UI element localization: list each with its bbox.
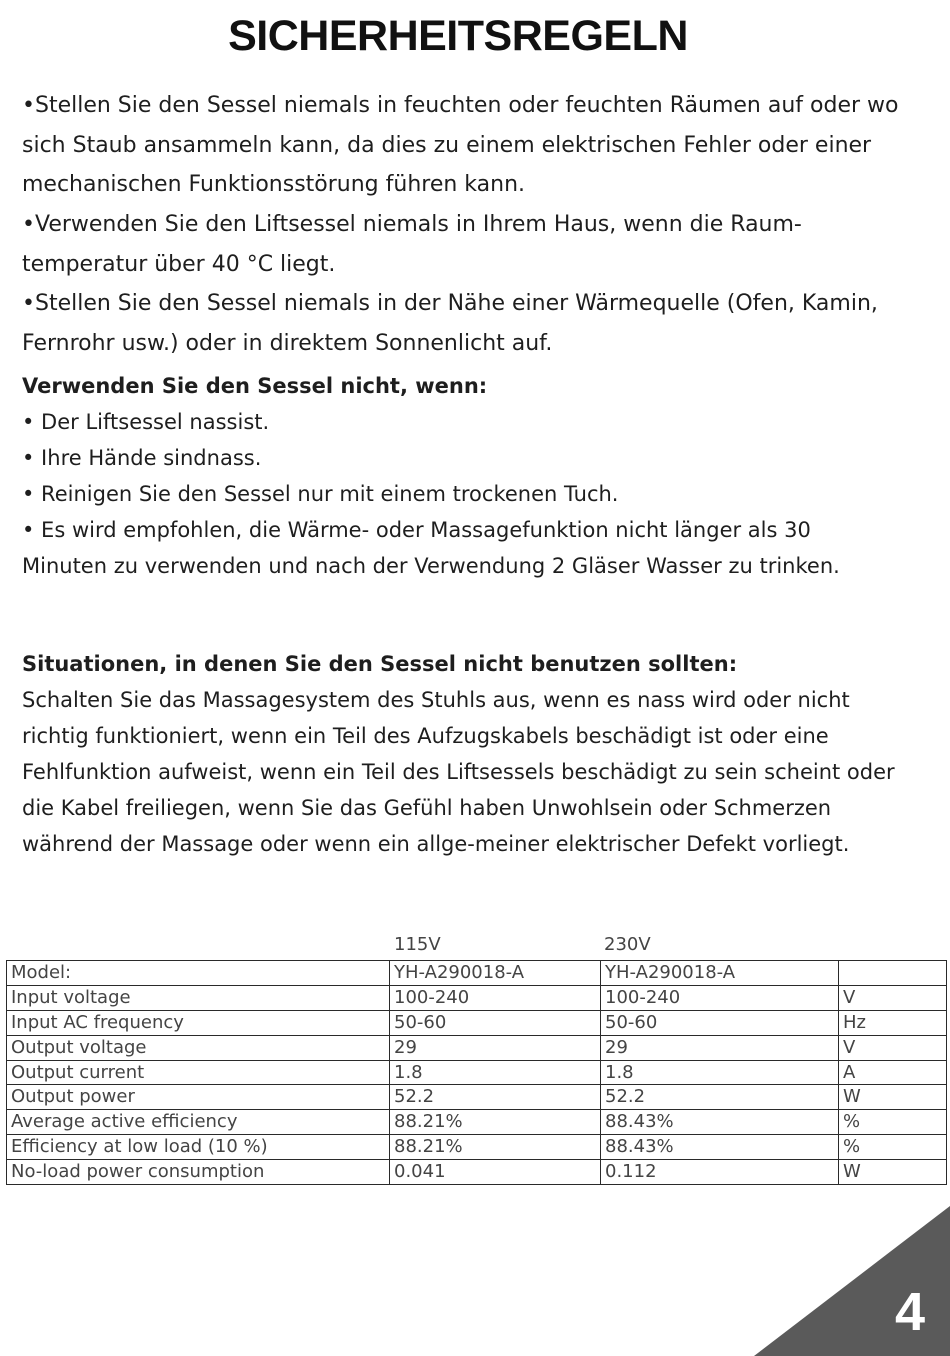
spec-row <box>7 1010 947 1035</box>
not-use-item: • Es wird empfohlen, die Wärme- oder Massagefunktion nicht länger als 30 Minuten zu verwenden und nach der Verwendung 2 Gläser Wasser zu trinken. <box>22 518 840 578</box>
spec-value-115v: 100-240 <box>390 985 601 1010</box>
safety-paragraph-3: •Stellen Sie den Sessel niemals in der Nähe einer Wärmequelle (Ofen, Kamin, Fernrohr usw.) oder in direktem Sonnenlicht auf. <box>22 291 878 356</box>
situations-text: Schalten Sie das Massagesystem des Stuhls aus, wenn es nass wird oder nicht richtig funktioniert, wenn ein Teil des Aufzugskabels beschädigt ist oder eine Fehlfunktion aufweist, wenn ein Teil des Liftsessels beschädigt zu sein scheint oder die Kabel freiliegen, wenn Sie das Gefühl haben Unwohlsein oder Schmerzen während der Massage oder wenn ein allge-meiner elektrischer Defekt vorliegt. <box>22 688 895 856</box>
spec-value-115v: 1.8 <box>390 1060 601 1085</box>
spec-value-230v: 88.43% <box>601 1135 839 1160</box>
spec-row <box>7 961 947 986</box>
spec-label: No-load power consumption <box>7 1160 390 1185</box>
spec-label: Output voltage <box>7 1035 390 1060</box>
spec-value-115v: 29 <box>390 1035 601 1060</box>
spec-label: Model: <box>7 961 390 986</box>
spec-row <box>7 1160 947 1185</box>
column-header-230v: 230V <box>604 934 651 955</box>
spec-value-115v: YH-A290018-A <box>390 961 601 986</box>
spec-value-115v: 88.21% <box>390 1135 601 1160</box>
spec-value-230v: YH-A290018-A <box>601 961 839 986</box>
spec-table-body <box>7 961 947 1185</box>
spec-label: Output current <box>7 1060 390 1085</box>
page-corner-triangle <box>740 1200 950 1356</box>
page-number: 4 <box>894 1282 926 1342</box>
spec-value-230v: 50-60 <box>601 1010 839 1035</box>
safety-paragraph-2: •Verwenden Sie den Liftsessel niemals in Ihrem Haus, wenn die Raum-temperatur über 40 °C liegt. <box>22 212 802 277</box>
spec-unit: Hz <box>839 1010 947 1035</box>
spec-unit: W <box>839 1085 947 1110</box>
spec-row <box>7 985 947 1010</box>
spec-row <box>7 1110 947 1135</box>
situations-heading: Situationen, in denen Sie den Sessel nicht benutzen sollten: <box>22 652 738 676</box>
spec-row <box>7 1035 947 1060</box>
spec-value-230v: 100-240 <box>601 985 839 1010</box>
spec-label: Average active efficiency <box>7 1110 390 1135</box>
spec-unit: V <box>839 1035 947 1060</box>
spec-unit <box>839 961 947 986</box>
not-use-heading: Verwenden Sie den Sessel nicht, wenn: <box>22 374 488 398</box>
spec-unit: % <box>839 1110 947 1135</box>
spec-value-230v: 0.112 <box>601 1160 839 1185</box>
spec-label: Input AC frequency <box>7 1010 390 1035</box>
not-use-item: • Reinigen Sie den Sessel nur mit einem trockenen Tuch. <box>22 482 619 506</box>
page-title: SICHERHEITSREGELN <box>228 12 688 60</box>
spec-unit: % <box>839 1135 947 1160</box>
spec-unit: A <box>839 1060 947 1085</box>
spec-label: Output power <box>7 1085 390 1110</box>
spec-value-115v: 52.2 <box>390 1085 601 1110</box>
spec-table <box>6 960 947 1185</box>
spec-label: Input voltage <box>7 985 390 1010</box>
column-header-115v: 115V <box>394 934 441 955</box>
spec-row <box>7 1135 947 1160</box>
safety-paragraph-1: •Stellen Sie den Sessel niemals in feuchten oder feuchten Räumen auf oder wo sich Staub ansammeln kann, da dies zu einem elektrischen Fehler oder einer mechanischen Funktionsstörung führen kann. <box>22 93 899 198</box>
spec-value-115v: 0.041 <box>390 1160 601 1185</box>
spec-value-230v: 29 <box>601 1035 839 1060</box>
spec-unit: W <box>839 1160 947 1185</box>
spec-value-230v: 1.8 <box>601 1060 839 1085</box>
spec-row <box>7 1085 947 1110</box>
spec-label: Efficiency at low load (10 %) <box>7 1135 390 1160</box>
spec-value-115v: 88.21% <box>390 1110 601 1135</box>
not-use-item: • Der Liftsessel nassist. <box>22 410 270 434</box>
spec-value-230v: 88.43% <box>601 1110 839 1135</box>
spec-value-115v: 50-60 <box>390 1010 601 1035</box>
spec-unit: V <box>839 985 947 1010</box>
spec-value-230v: 52.2 <box>601 1085 839 1110</box>
spec-row <box>7 1060 947 1085</box>
not-use-item: • Ihre Hände sindnass. <box>22 446 262 470</box>
